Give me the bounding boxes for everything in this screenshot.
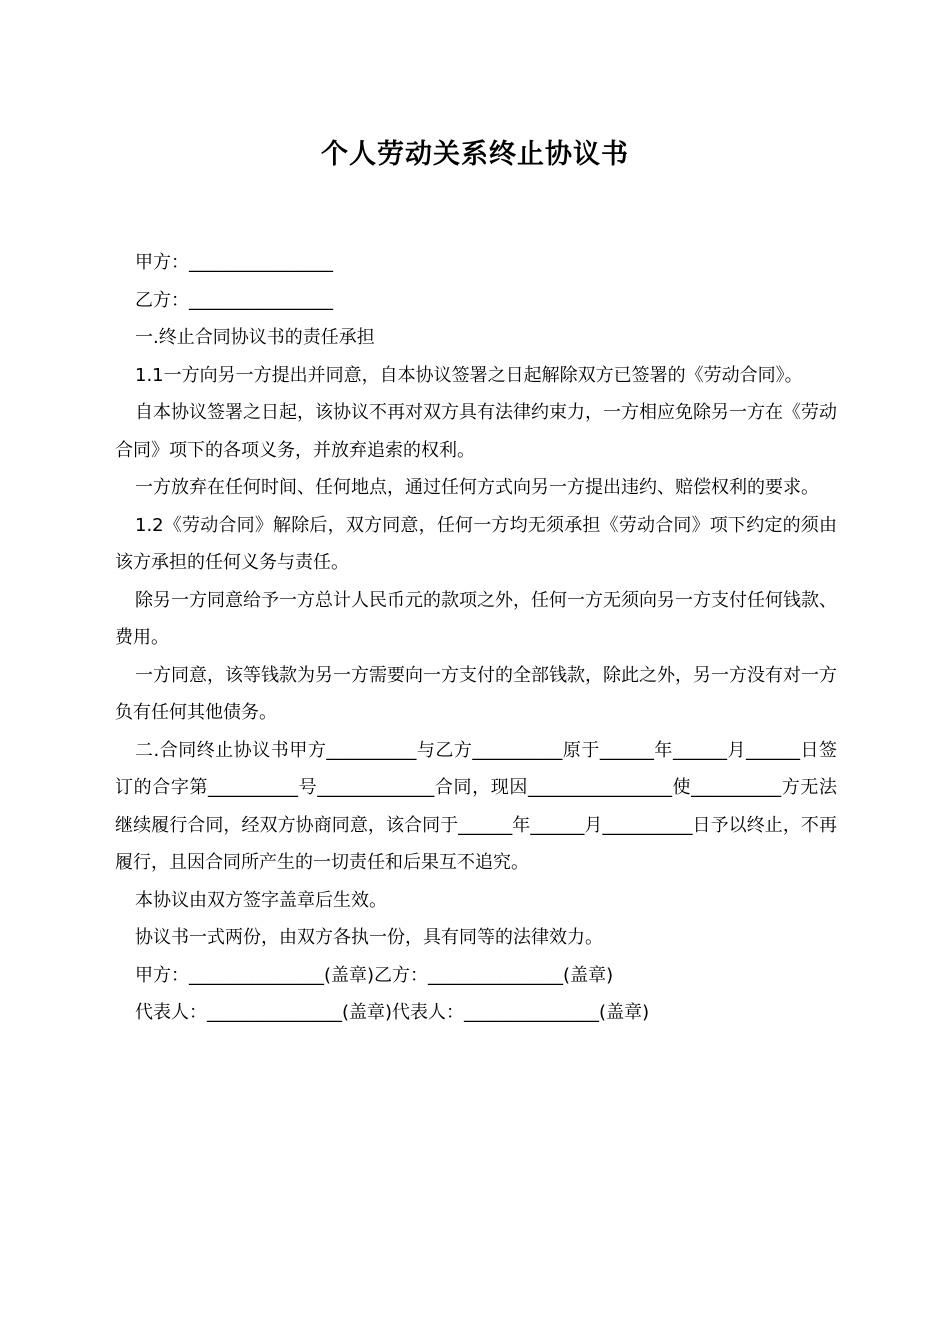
clause-1-1-effect: 自本协议签署之日起，该协议不再对双方具有法律约束力，一方相应免除另一方在《劳动合同》项下的各项义务，并放弃追索的权利。	[115, 402, 837, 461]
clause-1-1-waiver: 一方放弃在任何时间、任何地点，通过任何方式向另一方提出违约、赔偿权利的要求。	[135, 477, 819, 498]
effective-clause: 本协议由双方签字盖章后生效。	[135, 889, 387, 911]
copies-clause: 协议书一式两份，由双方各执一份，具有同等的法律效力。	[135, 927, 603, 948]
clause-1-2-payment: 除另一方同意给予一方总计人民币元的款项之外，任何一方无须向另一方支付任何钱款、费用。	[115, 589, 837, 648]
document-title: 个人劳动关系终止协议书	[321, 139, 629, 170]
clause-1-1: 1.1一方向另一方提出并同意，自本协议签署之日起解除双方已签署的《劳动合同》。	[135, 364, 803, 386]
party-a-line: 甲方：________________	[135, 252, 333, 273]
clause-1-2: 1.2《劳动合同》解除后，双方同意，任何一方均无须承担《劳动合同》项下约定的须由该方承担的任何义务与责任。	[115, 514, 837, 573]
signature-parties-line: 甲方：_______________(盖章)乙方：_______________(盖章)	[135, 964, 614, 986]
section-1-heading: 一.终止合同协议书的责任承担	[135, 327, 375, 348]
signature-representatives-line: 代表人：_______________(盖章)代表人：_______________(盖章)	[135, 1002, 650, 1023]
clause-1-2-settlement: 一方同意，该等钱款为另一方需要向一方支付的全部钱款，除此之外，另一方没有对一方负有任何其他债务。	[115, 664, 837, 723]
document-body	[115, 244, 837, 1032]
party-b-line: 乙方：________________	[135, 289, 333, 311]
section-2-paragraph: 二.合同终止协议书甲方__________与乙方__________原于______年______月______日签订的合字第__________号_____________合同，现因________________使__________方无法继续履行合同，经双方协商同意，该合同于______年______月__________日予以终止，不再履行，且因合同所产生的一切责任和后果互不追究。	[115, 739, 837, 873]
